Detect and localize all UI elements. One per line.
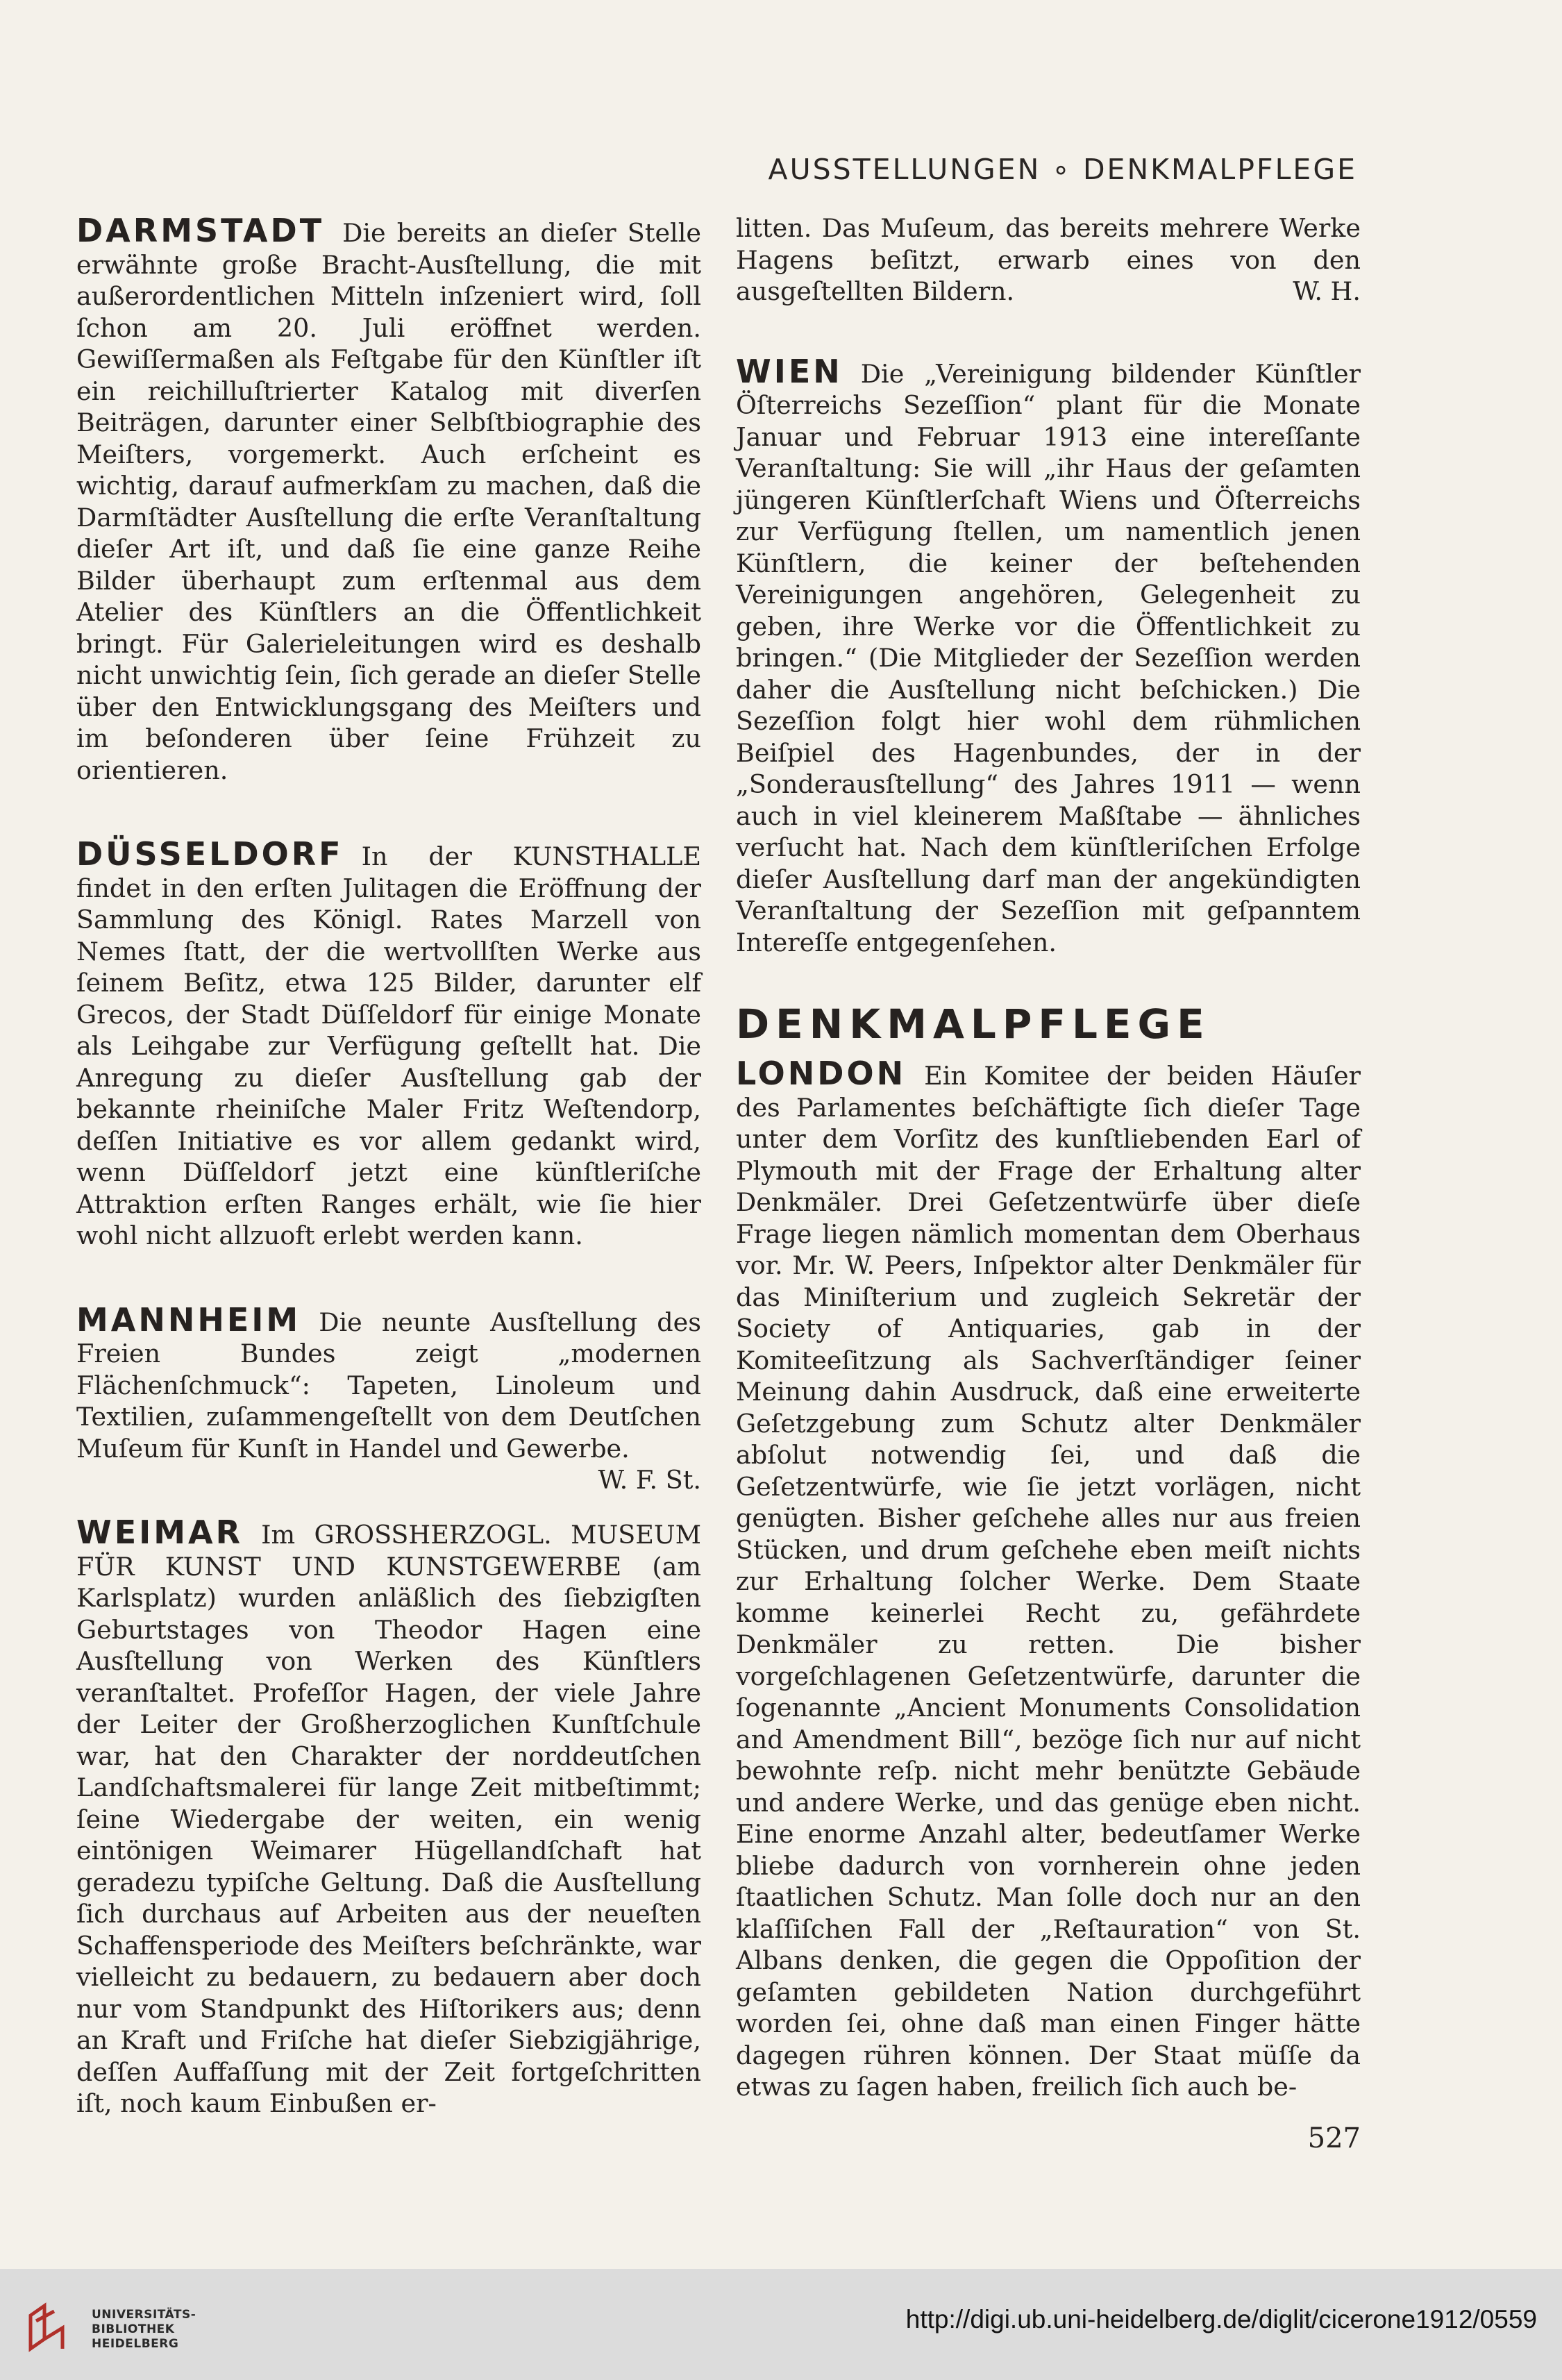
library-name-line: BIBLIOTHEK	[92, 2322, 175, 2336]
article-text-mannheim: Die neunte Ausſtellung des Freien Bundes zeigt „modernen Flächenſchmuck“: Tapeten, Linoleum und Textilien, zuſammengeſtellt von dem Deutſchen Muſeum für Kunſt in Handel und Gewerbe.	[76, 1307, 701, 1464]
source-url-link[interactable]: http://digi.ub.uni-heidelberg.de/diglit/cicerone1912/0559	[905, 2305, 1537, 2333]
article-text-darmstadt: Die bereits an dieſer Stelle erwähnte große Bracht-Ausſtellung, die mit außerordentlichen Mitteln inſzeniert wird, ſoll ſchon am 20. Juli eröffnet werden. Gewiſſermaßen als Feſtgabe für den Künſtler iſt ein reichilluſtrierter Katalog mit diverſen Beiträgen, darunter einer Selbſtbiographie des Meiſters, vorgemerkt. Auch erſcheint es wichtig, darauf aufmerkſam zu machen, daß die Darmſtädter Ausſtellung die erſte Veranſtaltung dieſer Art iſt, und daß ſie eine ganze Reihe Bilder überhaupt zum erſtenmal aus dem Atelier des Künſtlers an die Öffentlichkeit bringt. Für Galerieleitungen wird es deshalb nicht unwichtig ſein, ſich gerade an dieſer Stelle über den Entwicklungsgang des Meiſters und im beſonderen über ſeine Frühzeit zu orientieren.	[76, 218, 701, 785]
article-darmstadt	[76, 212, 701, 786]
article-text-wien: Die „Vereinigung bildender Künſtler Öſterreichs Sezeſſion“ plant für die Monate Januar und Februar 1913 eine intereſſante Veranſtaltung: Sie will „ihr Haus der geſamten jüngeren Künſtlerſchaft Wiens und Öſterreichs zur Verfügung ſtellen, um namentlich jenen Künſtlern, die keiner der beſtehenden Vereinigungen angehören, Gelegenheit zu geben, ihre Werke vor die Öffentlichkeit zu bringen.“ (Die Mitglieder der Sezeſſion werden daher die Ausſtellung nicht beſchicken.) Die Sezeſſion folgt hier wohl dem rühmlichen Beiſpiel des Hagenbundes, der in der „Sonderausſtellung“ des Jahres 1911 — wenn auch in viel kleinerem Maßſtabe — ähnliches verſucht hat. Nach dem künſtleriſchen Erfolge dieſer Ausſtellung darf man der angekündigten Veranſtaltung der Sezeſſion mit geſpanntem Intereſſe entgegenſehen.	[736, 358, 1361, 957]
continuation-text: litten. Das Muſeum, das bereits mehrere Werke Hagens beſitzt, erwarb eines von den ausgeſtellten Bildern.	[736, 213, 1361, 306]
article-continuation	[736, 212, 1361, 308]
article-wien	[736, 352, 1361, 959]
article-text-weimar: Im GROSSHERZOGL. MUSEUM FÜR KUNST UND KUNSTGEWERBE (am Karlsplatz) wurden anläßlich des ſiebzigſten Geburtstages von Theodor Hagen eine Ausſtellung von Werken des Künſtlers veranſtaltet. Profeſſor Hagen, der viele Jahre der Leiter der Großherzoglichen Kunſtſchule war, hat den Charakter der norddeutſchen Landſchaftsmalerei für lange Zeit mitbeſtimmt; ſeine Wiedergabe der weiten, ein wenig eintönigen Weimarer Hügellandſchaft hat geradezu typiſche Geltung. Daß die Ausſtellung ſich durchaus auf Arbeiten aus der neueſten Schaffensperiode des Meiſters beſchränkte, war vielleicht zu bedauern, zu bedauern aber doch nur vom Standpunkt des Hiſtorikers aus; denn an Kraft und Friſche hat dieſer Siebzigjährige, deſſen Auffaſſung mit der Zeit fortgeſchritten iſt, noch kaum Einbußen er-	[76, 1520, 701, 2118]
article-text-duesseldorf: In der KUNSTHALLE findet in den erſten Julitagen die Eröffnung der Sammlung des Königl. Rates Marzell von Nemes ſtatt, der die wertvollſten Werke aus ſeinem Beſitz, etwa 125 Bilder, darunter elf Grecos, der Stadt Düſſeldorf für einige Monate als Leihgabe zur Verfügung geſtellt hat. Die Anregung zu dieſer Ausſtellung gab der bekannte rheiniſche Maler Fritz Weſtendorp, deſſen Initiative es vor allem gedankt wird, wenn Düſſeldorf jetzt eine künſtleriſche Attraktion erſten Ranges erhält, wie ſie hier wohl nicht allzuoft erlebt werden kann.	[76, 841, 701, 1250]
article-heading-mannheim: MANNHEIM	[76, 1300, 301, 1339]
article-heading-duesseldorf: DÜSSELDORF	[76, 835, 344, 873]
library-name-line: HEIDELBERG	[92, 2337, 179, 2351]
footer-bar	[0, 2269, 1562, 2380]
article-london	[736, 1055, 1361, 2103]
article-weimar	[76, 1514, 701, 2120]
article-signature-mannheim: W. F. St.	[598, 1465, 701, 1495]
article-heading-darmstadt: DARMSTADT	[76, 212, 325, 249]
section-heading-denkmalpflege: DENKMALPFLEGE	[736, 1000, 1211, 1048]
page-number: 527	[1307, 2122, 1361, 2154]
running-head: AUSSTELLUNGEN ∘ DENKMALPFLEGE	[768, 153, 1357, 186]
library-name-line: UNIVERSITÄTS-	[92, 2308, 196, 2322]
library-name	[92, 2308, 196, 2352]
right-column	[736, 212, 1361, 2154]
article-heading-wien: WIEN	[736, 352, 843, 390]
article-heading-weimar: WEIMAR	[76, 1514, 244, 1551]
article-text-london: Ein Komitee der beiden Häuſer des Parlamentes beſchäftigte ſich dieſer Tage unter dem Vorſitz des kunſtliebenden Earl of Plymouth mit der Frage der Erhaltung alter Denkmäler. Drei Geſetzentwürfe über dieſe Frage liegen nämlich momentan dem Oberhaus vor. Mr. W. Peers, Inſpektor alter Denkmäler für das Miniſterium und zugleich Sekretär der Society of Antiquaries, gab in der Komiteeſitzung als Sachverſtändiger ſeiner Meinung dahin Ausdruck, daß eine erweiterte Geſetzgebung zum Schutz alter Denkmäler abſolut notwendig ſei, und daß die Geſetzentwürfe, wie ſie jetzt vorlägen, nicht genügten. Bisher geſchehe alles nur aus freien Stücken, und drum geſchehe eben meiſt nichts zur Erhaltung ſolcher Werke. Dem Staate komme keinerlei Recht zu, gefährdete Denkmäler zu retten. Die bisher vorgeſchlagenen Geſetzentwürfe, darunter die ſogenannte „Ancient Monuments Consolidation and Amendment Bill“, bezöge ſich nur auf nicht bewohnte reſp. nicht mehr benützte Gebäude und andere Werke, und das genüge eben nicht. Eine enorme Anzahl alter, bedeutſamer Werke bliebe dadurch von vornherein ohne jeden ſtaatlichen Schutz. Man ſolle doch nur an den klaſſiſchen Fall der „Reſtauration“ von St. Albans denken, die gegen die Oppoſition der geſamten gebildeten Nation durchgeführt worden ſei, ohne daß man einen Finger hätte dagegen rühren können. Der Staat müſſe da etwas zu ſagen haben, freilich ſich auch be-	[736, 1061, 1361, 2102]
article-duesseldorf	[76, 835, 701, 1252]
library-logo-icon	[21, 2300, 76, 2356]
left-column	[76, 212, 701, 2120]
article-mannheim	[76, 1300, 701, 1495]
continuation-signature: W. H.	[1293, 276, 1361, 306]
article-heading-london: LONDON	[736, 1055, 907, 1092]
